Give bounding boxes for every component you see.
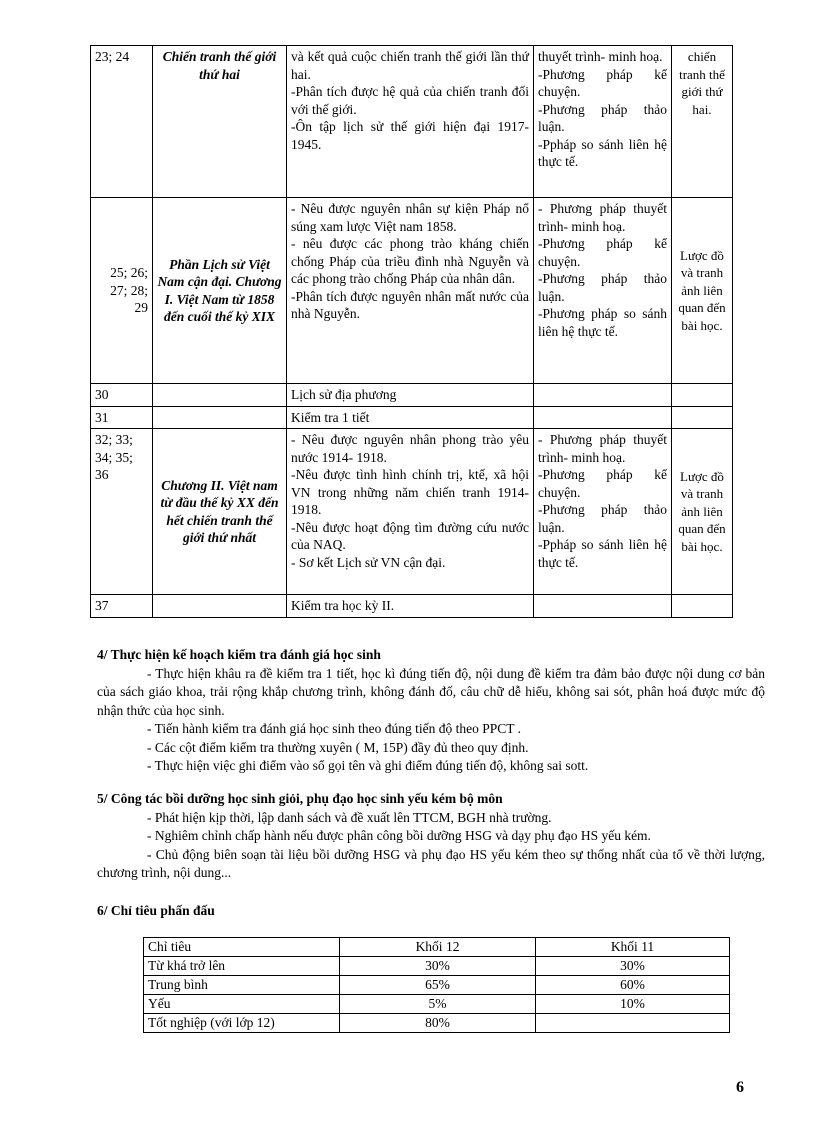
tools-cell: Lược đồ và tranh ảnh liên quan đến bài học. xyxy=(672,198,733,384)
chapter-cell: Chương II. Việt nam từ đầu thế kỷ XX đến hết chiến tranh thế giới thứ nhất xyxy=(153,429,287,595)
teaching-plan-table xyxy=(90,45,733,618)
tools-cell xyxy=(672,595,733,618)
table-row xyxy=(91,46,733,198)
table-cell xyxy=(536,1014,730,1033)
methods-cell xyxy=(534,46,672,198)
method-line: - Phương pháp thuyết trình- minh hoạ. xyxy=(538,432,667,465)
requirement-line: -Nêu được tình hình chính trị, ktế, xã hội VN trong những năm chiến tranh 1914- 1918. xyxy=(291,467,529,517)
week-cell: 32; 33; 34; 35; 36 xyxy=(91,429,153,595)
requirement-line: Kiểm tra học kỳ II. xyxy=(291,598,395,613)
methods-cell xyxy=(534,384,672,407)
table-header: Khối 11 xyxy=(536,938,730,957)
table-row xyxy=(144,976,730,995)
table-row xyxy=(91,198,733,384)
requirement-line: - Nêu được nguyên nhân sự kiện Pháp nổ súng xam lược Việt nam 1858. xyxy=(291,201,529,234)
tools-cell: chiến tranh thế giới thứ hai. xyxy=(672,46,733,198)
table-cell: Tốt nghiệp (với lớp 12) xyxy=(144,1014,340,1033)
table-cell: 80% xyxy=(340,1014,536,1033)
method-line: - Phương pháp thuyết trình- minh hoạ. xyxy=(538,201,667,234)
table-row xyxy=(144,957,730,976)
method-line: -Phương pháp thảo luận. xyxy=(538,101,667,134)
table-header-row xyxy=(144,938,730,957)
requirements-cell xyxy=(287,46,534,198)
table-row xyxy=(91,429,733,595)
section-4-paragraph: - Thực hiện khâu ra đề kiểm tra 1 tiết, học kì đúng tiến độ, nội dung đề kiểm tra đảm bảo được nội dung cơ bản của sách giáo khoa, trải rộng khắp chương trình, không đánh đố, câu chữ dễ hiểu, không sai sót, phân hoá được mức độ nhận thức của học sinh. xyxy=(97,665,765,718)
week-cell: 37 xyxy=(91,595,153,618)
table-cell: 30% xyxy=(340,957,536,976)
table-row xyxy=(144,995,730,1014)
tools-cell xyxy=(672,384,733,407)
table-row xyxy=(91,384,733,407)
week-cell: 25; 26; 27; 28; 29 xyxy=(91,198,153,384)
chapter-cell xyxy=(153,406,287,429)
methods-cell xyxy=(534,429,672,595)
tools-cell xyxy=(672,406,733,429)
chapter-cell xyxy=(153,384,287,407)
targets-table xyxy=(143,937,730,1033)
chapter-cell: Chiến tranh thế giới thứ hai xyxy=(153,46,287,198)
method-line: -Phương pháp thảo luận. xyxy=(538,502,667,535)
table-cell: Yếu xyxy=(144,995,340,1014)
section-4-item: - Tiến hành kiểm tra đánh giá học sinh theo đúng tiến độ theo PPCT . xyxy=(147,721,521,736)
requirements-cell xyxy=(287,595,534,618)
methods-cell xyxy=(534,198,672,384)
week-cell: 30 xyxy=(91,384,153,407)
section-6 xyxy=(97,902,765,921)
table-header: Khối 12 xyxy=(340,938,536,957)
requirements-cell xyxy=(287,198,534,384)
methods-cell xyxy=(534,406,672,429)
section-5 xyxy=(97,790,765,883)
tools-cell: Lược đồ và tranh ảnh liên quan đến bài học. xyxy=(672,429,733,595)
method-line: thuyết trình- minh hoạ. xyxy=(538,49,663,64)
requirement-line: và kết quả cuộc chiến tranh thế giới lần thứ hai. xyxy=(291,49,529,82)
requirement-line: - nêu được các phong trào kháng chiến chống Pháp của triều đình nhà Nguyễn và các phong trào chống Pháp của nhân dân. xyxy=(291,236,529,286)
section-4 xyxy=(97,646,765,776)
method-line: -Phương pháp kể chuyện. xyxy=(538,236,667,269)
section-4-heading: 4/ Thực hiện kế hoạch kiểm tra đánh giá học sinh xyxy=(97,647,381,662)
table-cell: 65% xyxy=(340,976,536,995)
requirement-line: Kiểm tra 1 tiết xyxy=(291,409,370,425)
table-cell: 30% xyxy=(536,957,730,976)
method-line: -Ppháp so sánh liên hệ thực tế. xyxy=(538,136,667,169)
method-line: -Phương pháp thảo luận. xyxy=(538,271,667,304)
table-cell: Từ khá trở lên xyxy=(144,957,340,976)
table-cell: Trung bình xyxy=(144,976,340,995)
chapter-cell: Phần Lịch sử Việt Nam cận đại. Chương I. Việt Nam từ 1858 đến cuối thế kỷ XIX xyxy=(153,198,287,384)
requirements-cell xyxy=(287,429,534,595)
requirement-line: -Phân tích được nguyên nhân mất nước của nhà Nguyễn. xyxy=(291,288,529,321)
requirement-line: Lịch sử địa phương xyxy=(291,387,397,402)
week-cell: 23; 24 xyxy=(91,46,153,198)
methods-cell xyxy=(534,595,672,618)
section-5-item: - Nghiêm chỉnh chấp hành nếu được phân công bồi dưỡng HSG và dạy phụ đạo HS yếu kém. xyxy=(147,828,651,843)
table-row xyxy=(144,1014,730,1033)
table-cell: 60% xyxy=(536,976,730,995)
method-line: -Phương pháp so sánh liên hệ thực tế. xyxy=(538,306,667,339)
section-4-item: - Các cột điểm kiểm tra thường xuyên ( M, 15P) đầy đủ theo quy định. xyxy=(147,739,529,755)
chapter-cell xyxy=(153,595,287,618)
method-line: -Phương pháp kể chuyện. xyxy=(538,467,667,500)
week-cell: 31 xyxy=(91,406,153,429)
requirement-line: -Ôn tập lịch sử thế giới hiện đại 1917- 1945. xyxy=(291,119,529,152)
requirement-line: -Phân tích được hệ quả của chiến tranh đối với thế giới. xyxy=(291,84,529,117)
requirements-cell xyxy=(287,406,534,429)
method-line: -Phương pháp kể chuyện. xyxy=(538,66,667,99)
requirement-line: -Nêu được hoạt động tìm đường cứu nước của NAQ. xyxy=(291,519,529,552)
method-line: -Ppháp so sánh liên hệ thực tế. xyxy=(538,537,667,570)
table-cell: 5% xyxy=(340,995,536,1014)
requirement-line: - Sơ kết Lịch sử VN cận đại. xyxy=(291,554,446,570)
requirement-line: - Nêu được nguyên nhân phong trào yêu nước 1914- 1918. xyxy=(291,432,529,465)
table-row xyxy=(91,595,733,618)
section-6-heading: 6/ Chỉ tiêu phấn đấu xyxy=(97,903,215,918)
page-number: 6 xyxy=(736,1079,744,1096)
section-4-item: - Thực hiện việc ghi điểm vào sổ gọi tên và ghi điểm đúng tiến độ, không sai sott. xyxy=(147,758,589,773)
section-5-paragraph: - Chủ động biên soạn tài liệu bồi dưỡng HSG và phụ đạo HS yếu kém theo sự thống nhất của tổ về thời lượng, chương trình, nội dung... xyxy=(97,846,765,880)
table-row xyxy=(91,406,733,429)
table-cell: 10% xyxy=(536,995,730,1014)
section-5-heading: 5/ Công tác bồi dưỡng học sinh giỏi, phụ đạo học sinh yếu kém bộ môn xyxy=(97,791,503,806)
section-5-item: - Phát hiện kịp thời, lập danh sách và đề xuất lên TTCM, BGH nhà trường. xyxy=(147,809,552,825)
requirements-cell xyxy=(287,384,534,407)
table-header: Chỉ tiêu xyxy=(144,938,340,957)
